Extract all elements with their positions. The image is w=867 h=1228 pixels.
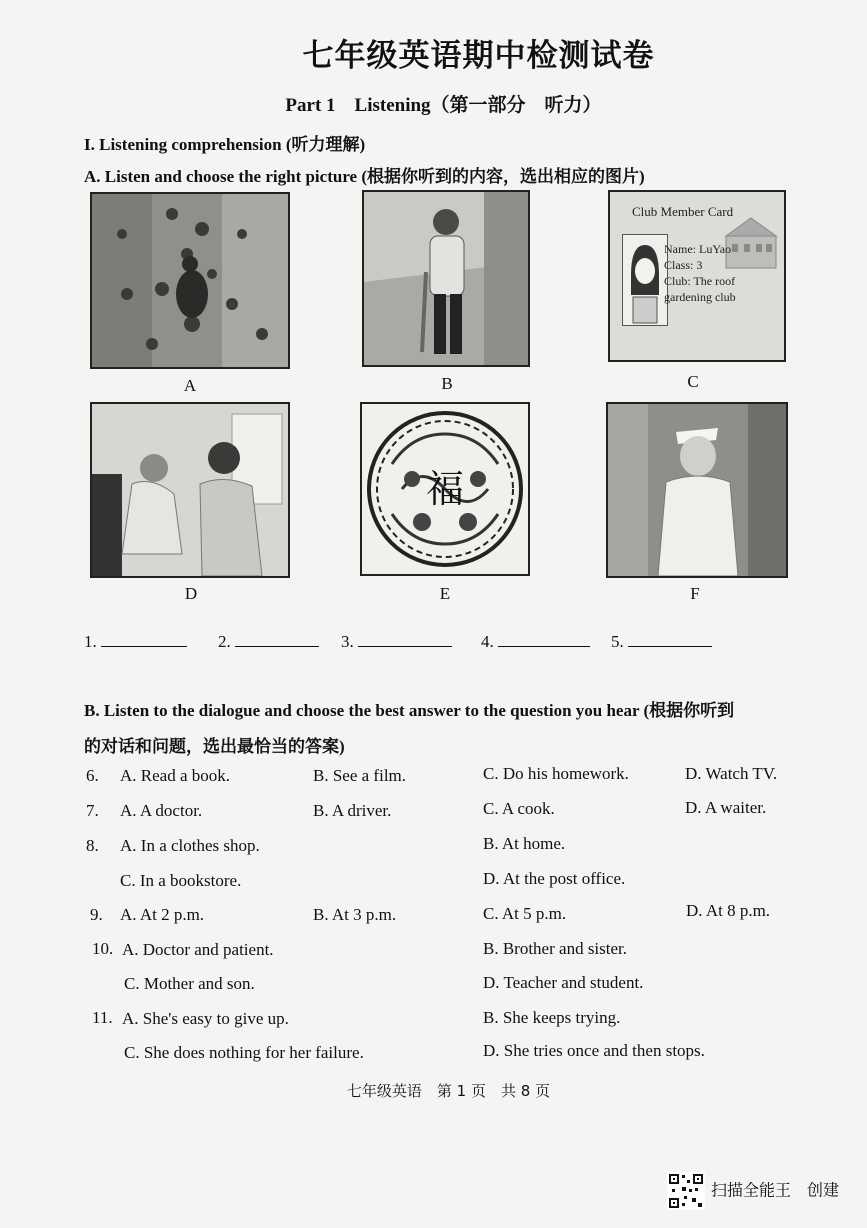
option-b[interactable]: B. She keeps trying.: [483, 1008, 621, 1027]
blank-line: [628, 645, 712, 647]
card-club-cont: gardening club: [664, 290, 736, 304]
fu-character: 福: [425, 467, 465, 511]
card-photo: [622, 234, 668, 326]
question-number: 11.: [92, 1008, 113, 1027]
option-a[interactable]: A. At 2 p.m.: [120, 905, 205, 924]
option-a[interactable]: A. She's easy to give up.: [122, 1009, 289, 1028]
option-a[interactable]: A. A doctor.: [120, 801, 203, 820]
blank-line: [358, 645, 452, 647]
option-a[interactable]: A. Doctor and patient.: [122, 940, 274, 959]
blank-number: 2.: [218, 632, 231, 651]
doctor-examining-image: [92, 404, 288, 576]
picture-b: [362, 190, 530, 367]
option-b[interactable]: B. At 3 p.m.: [313, 905, 397, 924]
picture-d-label: D: [184, 584, 198, 603]
picture-e-label: E: [439, 584, 451, 603]
blank-number: 1.: [84, 632, 97, 651]
picture-e: [360, 402, 530, 576]
blank-number: 3.: [341, 632, 354, 651]
option-b[interactable]: B. A driver.: [313, 801, 392, 820]
card-name: Name: LuYao: [664, 242, 732, 256]
option-a[interactable]: A. Read a book.: [120, 766, 231, 785]
qr-code-icon: [667, 1172, 705, 1210]
picture-a-label: A: [183, 376, 197, 395]
picture-d: [90, 402, 290, 578]
nurse-image: [608, 404, 786, 576]
option-c[interactable]: C. A cook.: [483, 799, 555, 818]
option-b[interactable]: B. Brother and sister.: [483, 939, 628, 958]
option-d[interactable]: D. Watch TV.: [685, 764, 778, 783]
blank-number: 5.: [611, 632, 624, 651]
picture-f-label: F: [690, 584, 700, 603]
scanner-watermark: [667, 1172, 839, 1210]
blank-line: [101, 645, 187, 647]
option-d[interactable]: D. She tries once and then stops.: [483, 1041, 705, 1060]
card-club: Club: The roof: [664, 274, 736, 288]
scanner-watermark-text: 扫描全能王 创建: [710, 1180, 839, 1200]
option-c[interactable]: C. Mother and son.: [124, 974, 255, 993]
girl-portrait-icon: [623, 235, 667, 325]
woman-with-crutch-image: [364, 192, 528, 365]
question-number: 8.: [86, 836, 99, 855]
picture-f: [606, 402, 788, 578]
option-c[interactable]: C. Do his homework.: [483, 764, 629, 783]
climbing-wall-image: [92, 194, 288, 367]
question-number: 7.: [86, 801, 99, 820]
question-number: 9.: [90, 905, 103, 924]
section-b-heading: B. Listen to the dialogue and choose the best answer to the question you hear (根据你听到: [84, 701, 735, 720]
paper-cutting-image: [362, 404, 528, 574]
option-b[interactable]: B. See a film.: [313, 766, 407, 785]
part-heading: Part 1 Listening（第一部分 听力）: [285, 95, 602, 116]
option-d[interactable]: D. At the post office.: [483, 869, 626, 888]
option-a[interactable]: A. In a clothes shop.: [120, 836, 260, 855]
blank-line: [235, 645, 319, 647]
question-number: 10.: [92, 939, 114, 958]
option-c[interactable]: C. In a bookstore.: [120, 871, 242, 890]
blank-number: 4.: [481, 632, 494, 651]
blank-line: [498, 645, 590, 647]
answer-blank-4[interactable]: [481, 632, 590, 652]
section-a-heading: A. Listen and choose the right picture (根据你听到的内容，选出相应的图片): [84, 167, 645, 186]
section-b-heading-cont: 的对话和问题，选出最恰当的答案): [84, 737, 345, 756]
answer-blank-1[interactable]: [84, 632, 187, 652]
card-class: Class: 3: [664, 258, 703, 272]
option-c[interactable]: C. At 5 p.m.: [483, 904, 567, 923]
option-c[interactable]: C. She does nothing for her failure.: [124, 1043, 364, 1062]
question-number: 6.: [86, 766, 99, 785]
option-d[interactable]: D. Teacher and student.: [483, 973, 644, 992]
page-footer: 七年级英语 第 1 页 共 8 页: [346, 1082, 551, 1100]
section-i-heading: I. Listening comprehension (听力理解): [84, 135, 366, 154]
picture-c-label: C: [687, 372, 699, 391]
picture-a: [90, 192, 290, 369]
answer-blank-2[interactable]: [218, 632, 319, 652]
answer-blank-3[interactable]: [341, 632, 452, 652]
picture-b-label: B: [441, 374, 453, 393]
picture-c: [608, 190, 786, 362]
answer-blank-5[interactable]: [611, 632, 712, 652]
option-d[interactable]: D. A waiter.: [685, 798, 767, 817]
option-d[interactable]: D. At 8 p.m.: [686, 901, 771, 920]
option-b[interactable]: B. At home.: [483, 834, 566, 853]
page-title: 七年级英语期中检测试卷: [302, 38, 655, 74]
card-heading: Club Member Card: [632, 204, 734, 219]
